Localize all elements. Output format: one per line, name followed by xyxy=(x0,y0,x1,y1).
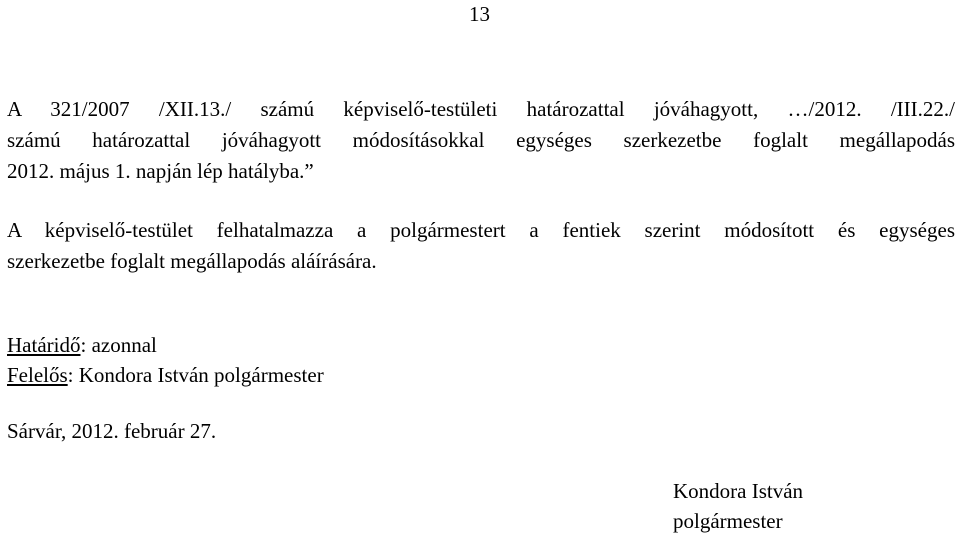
place-date: Sárvár, 2012. február 27. xyxy=(7,419,217,443)
resolution-line: A 321/2007 /XII.13./ számú képviselő-testületi határozattal jóváhagyott, …/2012. /III.22./ xyxy=(7,97,955,121)
resolution-paragraph xyxy=(7,94,955,187)
authorization-line: szerkezetbe foglalt megállapodás aláírására. xyxy=(7,249,377,273)
resolution-line: 2012. május 1. napján lép hatályba.” xyxy=(7,159,314,183)
authorization-paragraph xyxy=(7,215,955,277)
deadline-value: : azonnal xyxy=(80,333,157,357)
signatory-title: polgármester xyxy=(673,509,783,533)
deadline-field xyxy=(7,331,157,359)
responsible-field xyxy=(7,361,324,389)
page-number: 13 xyxy=(469,2,490,26)
signatory-name: Kondora István xyxy=(673,479,804,503)
resolution-line: számú határozattal jóváhagyott módosításokkal egységes szerkezetbe foglalt megállapodás xyxy=(7,128,955,152)
deadline-label: Határidő xyxy=(7,333,81,357)
signature-block xyxy=(673,476,803,536)
responsible-label: Felelős xyxy=(7,363,68,387)
authorization-line: A képviselő-testület felhatalmazza a polgármestert a fentiek szerint módosított és egységes xyxy=(7,218,955,242)
responsible-value: : Kondora István polgármester xyxy=(67,363,324,387)
